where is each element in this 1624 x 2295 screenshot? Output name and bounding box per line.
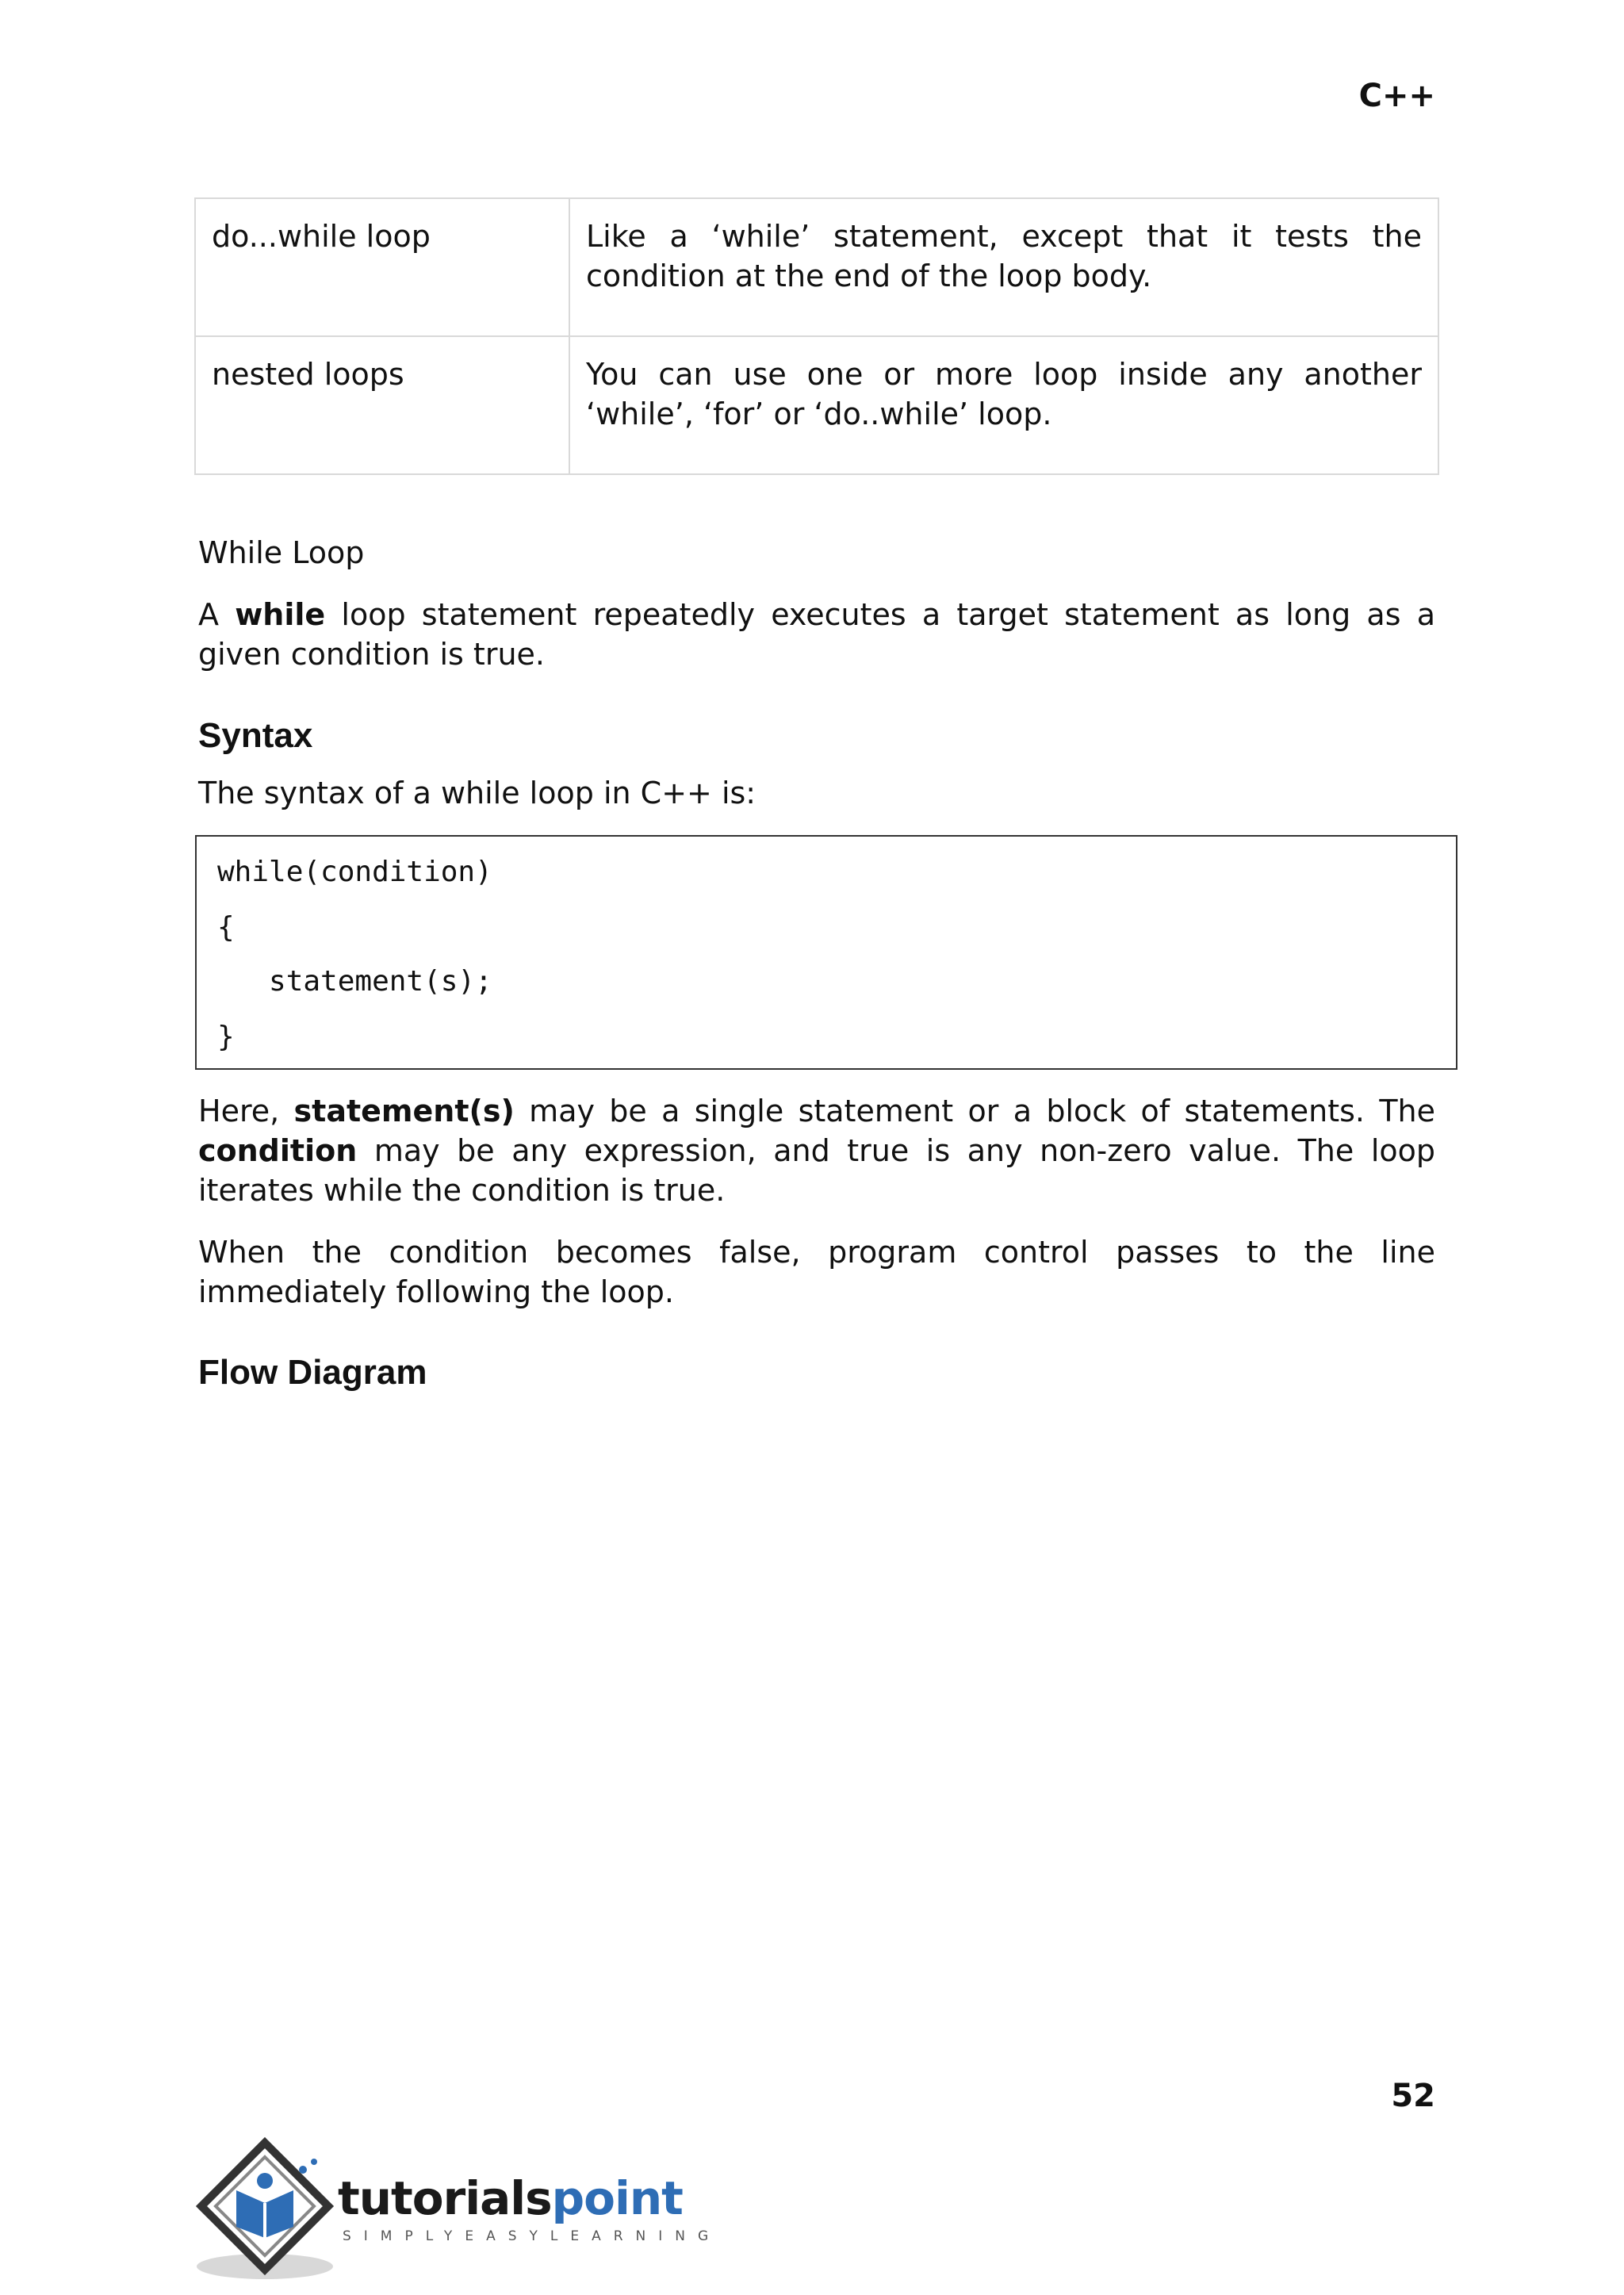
- code-line: }: [217, 1021, 235, 1053]
- logo-text-point: point: [551, 2171, 683, 2225]
- keyword-condition: condition: [198, 1133, 358, 1168]
- code-line: {: [217, 911, 235, 944]
- code-line: while(condition): [217, 856, 492, 888]
- text: may be a single statement or a block of statements. The: [514, 1094, 1435, 1128]
- condition-false-paragraph: When the condition becomes false, program control passes to the line immediately following the loop.: [198, 1235, 1435, 1309]
- table-cell-description: You can use one or more loop inside any another ‘while’, ‘for’ or ‘do..while’ loop.: [569, 336, 1438, 474]
- keyword-statement: statement(s): [293, 1094, 515, 1128]
- code-line: statement(s);: [217, 965, 492, 998]
- explanation-paragraph: [198, 1091, 1435, 1210]
- table-row: [195, 198, 1438, 336]
- page-number: 52: [1391, 2078, 1435, 2114]
- flow-diagram-heading: Flow Diagram: [198, 1353, 427, 1392]
- page-header-title: C++: [1358, 78, 1435, 114]
- syntax-intro: The syntax of a while loop in C++ is:: [198, 776, 756, 810]
- intro-paragraph: [198, 595, 1435, 674]
- table-row: [195, 336, 1438, 474]
- keyword-while: while: [235, 597, 326, 632]
- loop-types-table: [194, 197, 1439, 475]
- table-cell-description: Like a ‘while’ statement, except that it tests the condition at the end of the loop body.: [569, 198, 1438, 336]
- logo-diamond-icon: [195, 2133, 338, 2284]
- text: Here,: [198, 1094, 294, 1128]
- table-cell-name: do...while loop: [195, 198, 569, 336]
- logo-wordmark: [338, 2171, 683, 2225]
- table-cell-name: nested loops: [195, 336, 569, 474]
- intro-suffix: loop statement repeatedly executes a target statement as long as a given condition is true.: [198, 597, 1435, 672]
- logo-text-tutorials: tutorials: [338, 2171, 552, 2225]
- text: may be any expression, and true is any non-zero value. The loop iterates while the condition is true.: [198, 1133, 1435, 1208]
- logo-tagline: SIMPLYEASYLEARNING: [343, 2228, 722, 2244]
- intro-prefix: A: [198, 597, 236, 632]
- tutorialspoint-logo: [195, 2133, 722, 2284]
- section-title: While Loop: [198, 535, 365, 570]
- syntax-heading: Syntax: [198, 716, 313, 755]
- code-block: [195, 835, 1457, 1070]
